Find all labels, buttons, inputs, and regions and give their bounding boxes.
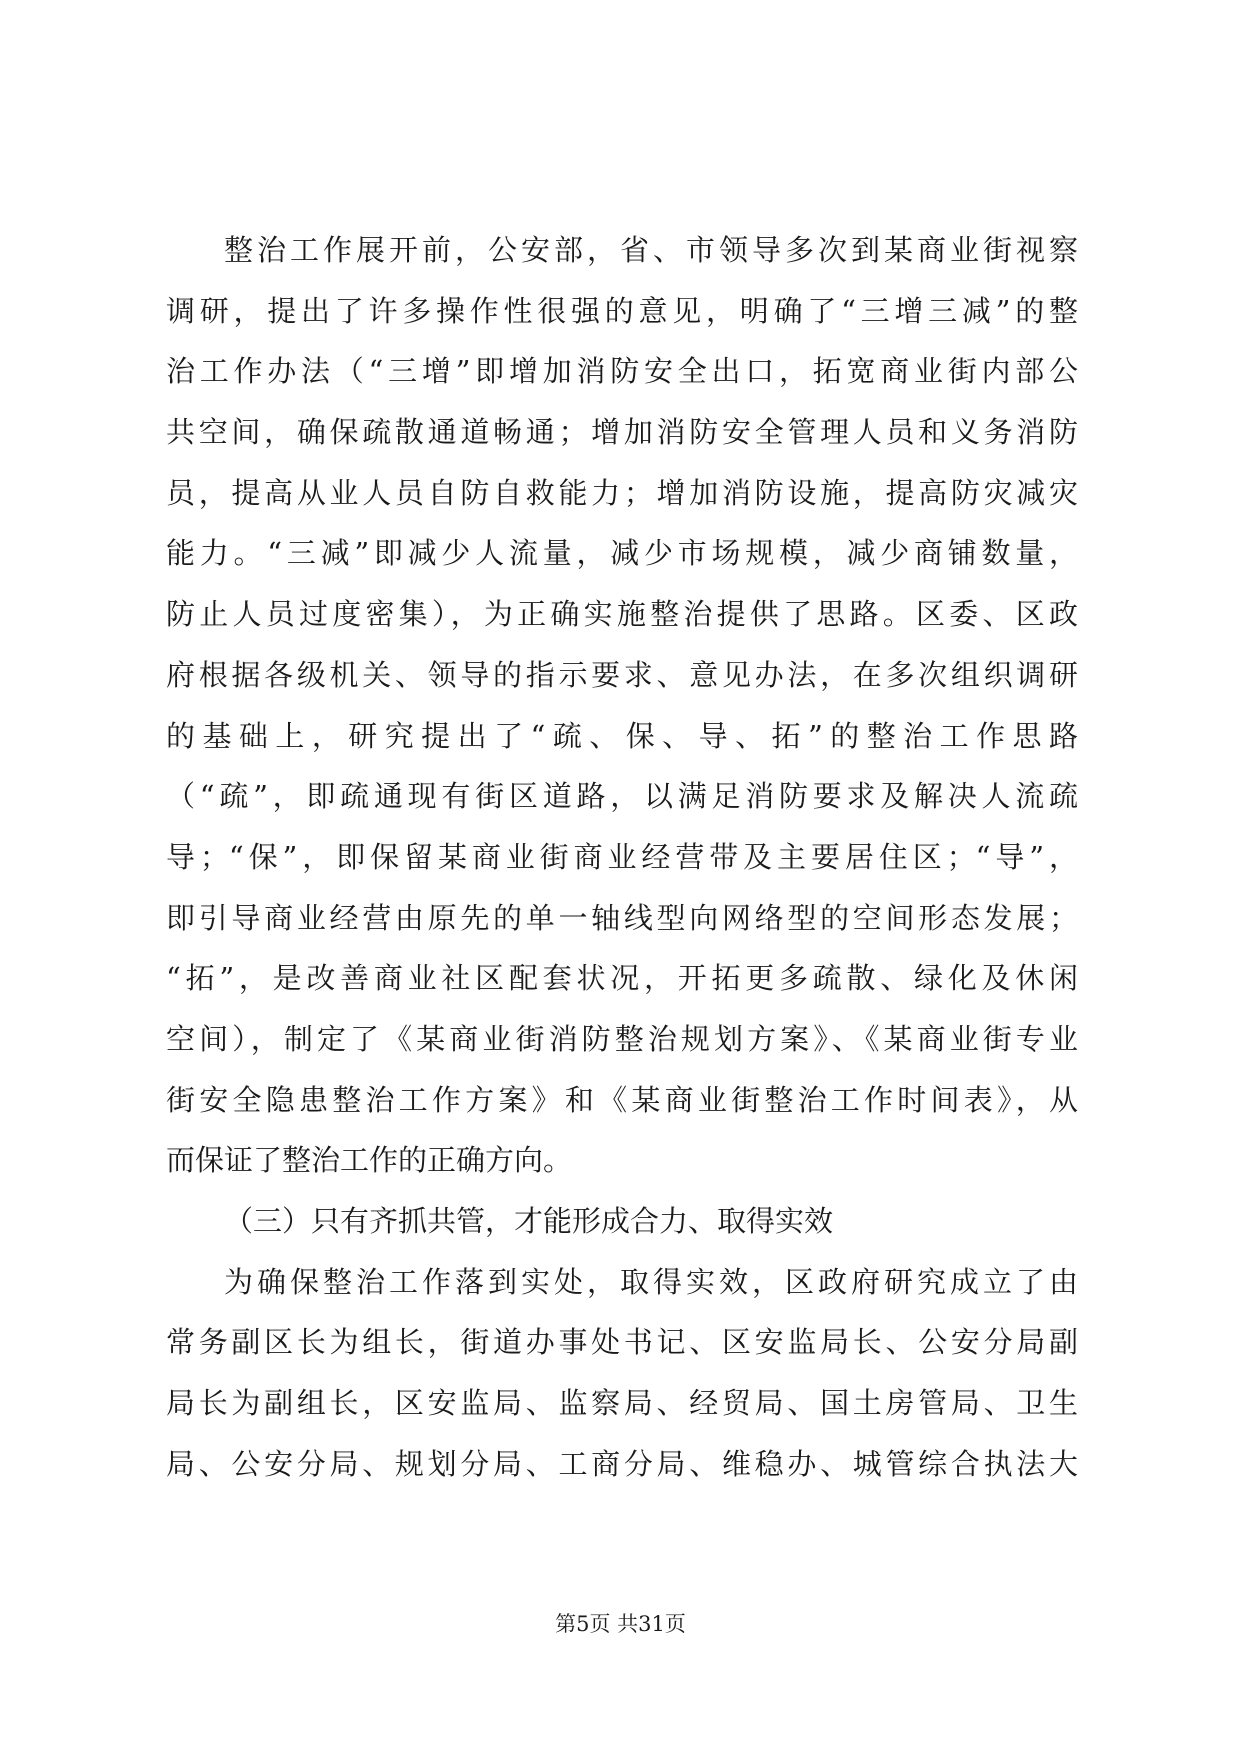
body-text [166,220,1078,1494]
paragraph-line: 而保证了整治工作的正确方向。 [166,1143,573,1178]
paragraph-line: 局长为副组长，区安监局、监察局、经贸局、国土房管局、卫生 [166,1386,1078,1421]
paragraph-line: 员，提高从业人员自防自救能力；增加消防设施，提高防灾减灾 [166,475,1078,510]
paragraph-line: （“疏”，即疏通现有街区道路，以满足消防要求及解决人流疏 [166,779,1078,814]
paragraph-line: 即引导商业经营由原先的单一轴线型向网络型的空间形态发展； [166,900,1078,935]
paragraph-line: 共空间，确保疏散通道畅通；增加消防安全管理人员和义务消防 [166,415,1078,450]
paragraph-line: 府根据各级机关、领导的指示要求、意见办法，在多次组织调研 [166,657,1078,692]
paragraph-line: 局、公安分局、规划分局、工商分局、维稳办、城管综合执法大 [166,1446,1078,1481]
paragraph-line: 常务副区长为组长，街道办事处书记、区安监局长、公安分局副 [166,1325,1078,1360]
paragraph-line: “拓”，是改善商业社区配套状况，开拓更多疏散、绿化及休闲 [166,961,1078,996]
paragraph-line: 街安全隐患整治工作方案》和《某商业街整治工作时间表》，从 [166,1082,1078,1117]
paragraph-line: 整治工作展开前，公安部，省、市领导多次到某商业街视察 [224,233,1078,267]
paragraph-line: 空间），制定了《某商业街消防整治规划方案》、《某商业街专业 [166,1021,1078,1056]
page-footer [0,1608,1241,1638]
paragraph-line: 防止人员过度密集），为正确实施整治提供了思路。区委、区政 [166,597,1078,632]
paragraph-line: 的基础上，研究提出了“疏、保、导、拓”的整治工作思路 [166,718,1078,753]
paragraph-line: 导；“保”，即保留某商业街商业经营带及主要居住区；“导”， [166,839,1078,874]
paragraph-line: 能力。“三减”即减少人流量，减少市场规模，减少商铺数量， [166,536,1078,571]
section-heading: （三）只有齐抓共管，才能形成合力、取得实效 [224,1204,834,1238]
paragraph-line: 调研，提出了许多操作性很强的意见，明确了“三增三减”的整 [166,293,1078,328]
page-number: 第5页 共31页 [555,1612,686,1636]
paragraph-line: 治工作办法（“三增”即增加消防安全出口，拓宽商业街内部公 [166,354,1078,389]
paragraph-line: 为确保整治工作落到实处，取得实效，区政府研究成立了由 [224,1264,1078,1299]
